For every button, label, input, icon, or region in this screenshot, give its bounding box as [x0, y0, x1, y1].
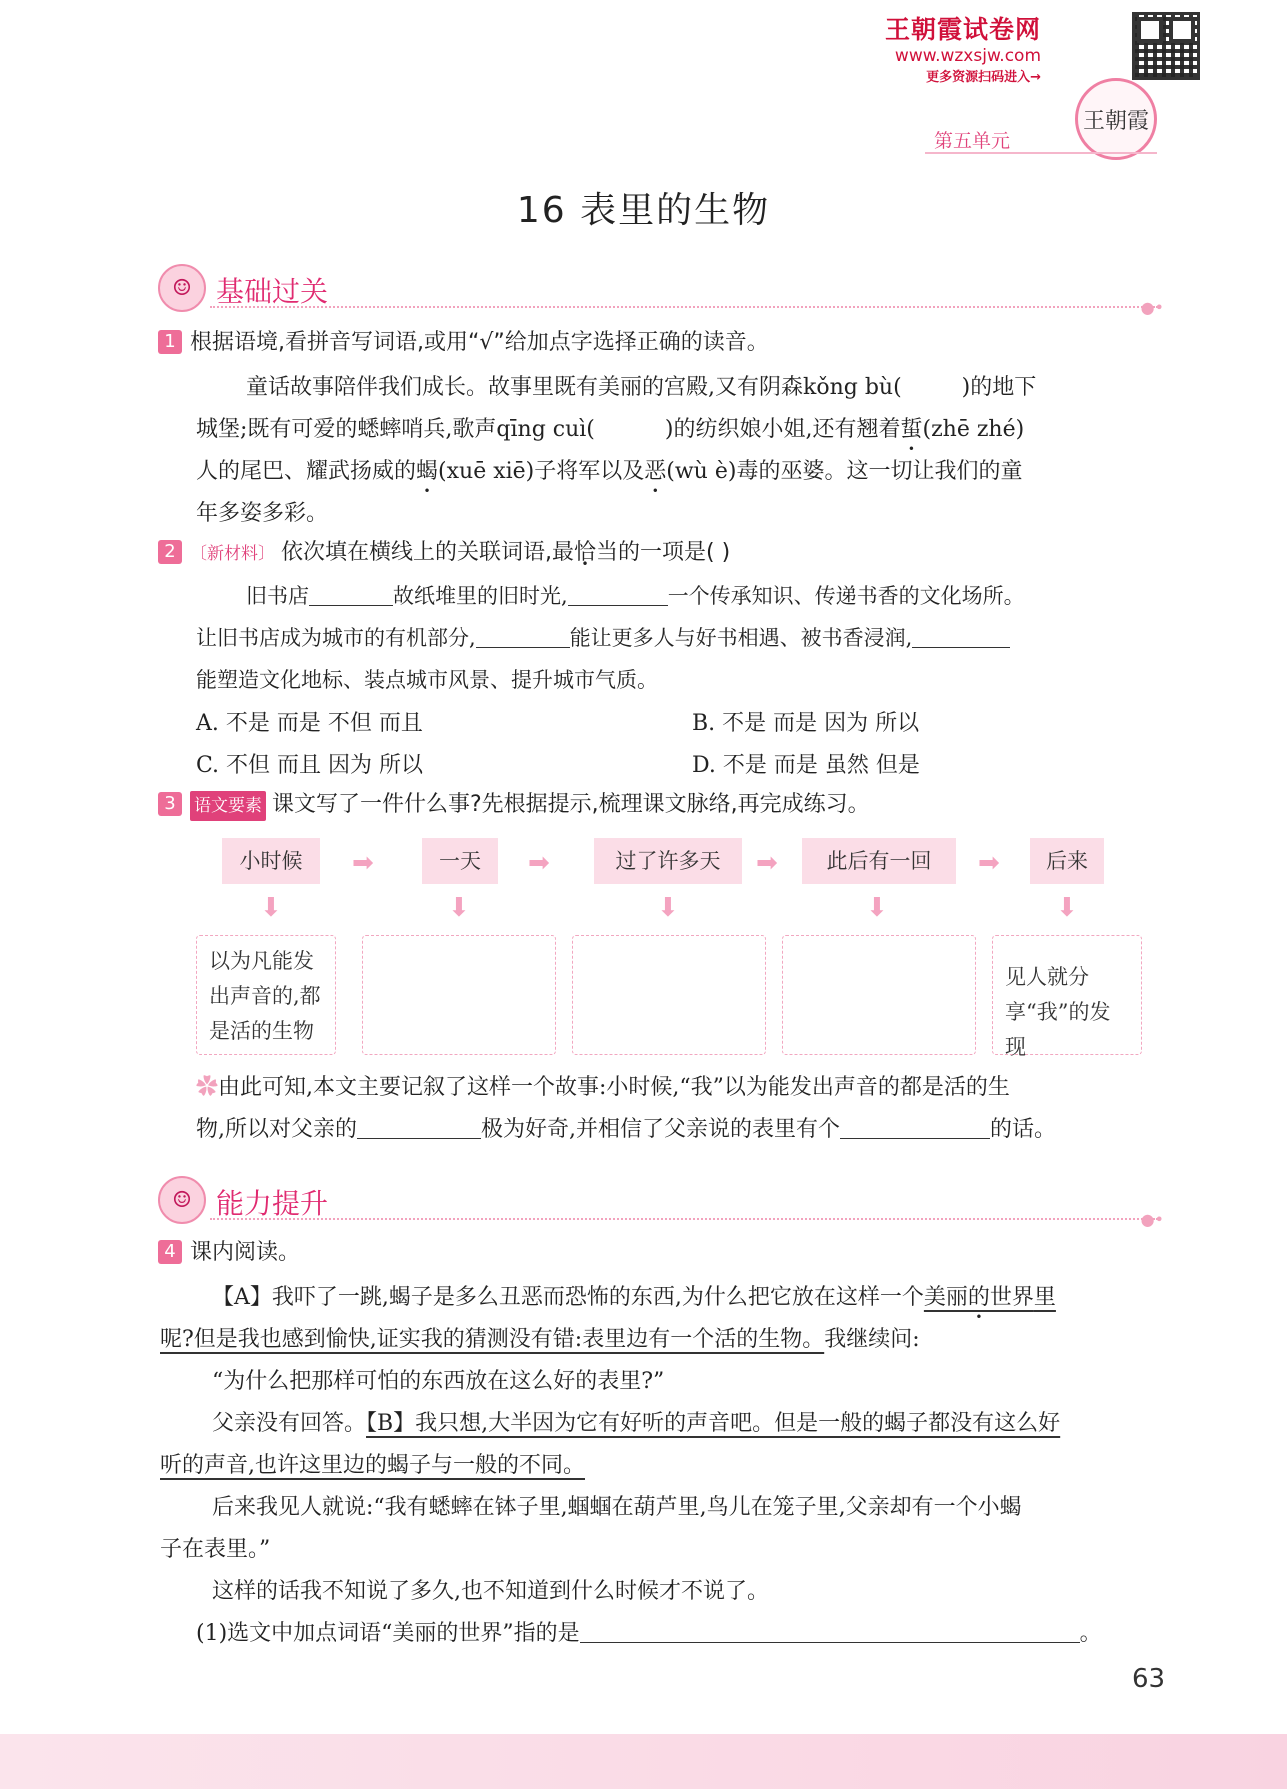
down-arrow-icon: ⬇ [657, 893, 679, 923]
dotted-text: 最恰当 [552, 540, 619, 565]
seal-text: 王朝霞 [1082, 108, 1149, 134]
answer-blank[interactable] [476, 626, 570, 648]
reading-line-6: 后来我见人就说:“我有蟋蟀在钵子里,蝈蝈在葫芦里,鸟儿在笼子里,父亲却有一个小蝎 [212, 1495, 1022, 1520]
down-arrow-icon: ⬇ [260, 893, 282, 923]
right-arrow-icon: ➡ [352, 848, 374, 878]
flow-step-head: 小时候 [222, 838, 320, 884]
text: 的话。 [990, 1117, 1057, 1142]
question-text: 课文写了一件什么事?先根据提示,梳理课文脉络,再完成练习。 [272, 792, 870, 817]
pinyin-choice[interactable]: (wù è)毒的巫婆。这一切让我们的童 [666, 459, 1023, 484]
dotted-char: 恶 [644, 459, 667, 484]
right-arrow-icon: ➡ [756, 848, 778, 878]
dots-end-icon: ●• [1140, 298, 1164, 317]
answer-blank[interactable] [580, 1621, 1080, 1643]
answer-blank[interactable] [568, 584, 668, 606]
q2-line-1 [246, 580, 1025, 610]
question-text: 课内阅读。 [190, 1240, 301, 1265]
q3-summary-line-1 [196, 1070, 1010, 1101]
brand-block [885, 10, 1041, 85]
q1-line-1 [246, 370, 1036, 401]
text: 里 [1033, 1285, 1056, 1310]
underlined-text: 听的声音,也许这里边的蝎子与一般的不同。 [160, 1453, 585, 1478]
answer-blank[interactable] [912, 626, 1010, 648]
text: 城堡;既有可爱的蟋蟀哨兵,歌声qīng cuì( [196, 417, 595, 442]
new-material-tag: 〔新材料〕 [190, 544, 275, 564]
flow-step-head: 过了许多天 [594, 838, 742, 884]
sub-question-1 [196, 1616, 1102, 1647]
brand-name: 王朝霞试卷网 [884, 15, 1041, 44]
down-arrow-icon: ⬇ [866, 893, 888, 923]
flow-box-1: 以为凡能发出声音的,都是活的生物 [196, 935, 336, 1055]
question-text: 依次填在横线上的关联词语, [281, 540, 552, 565]
question-number: 4 [158, 1240, 182, 1264]
option-b[interactable]: B. 不是 而是 因为 所以 [692, 711, 920, 736]
unit-divider [925, 152, 1157, 154]
dotted-phrase: 美丽的世界 • [924, 1285, 1034, 1310]
girl-avatar-icon: ☺ [158, 264, 206, 312]
question-number: 2 [158, 540, 182, 564]
text: 父亲没有回答。 [212, 1411, 367, 1436]
flow-step-head: 一天 [422, 838, 498, 884]
page-number: 63 [1132, 1664, 1166, 1694]
dots-end-icon: ●• [1140, 1210, 1164, 1229]
down-arrow-icon: ⬇ [448, 893, 470, 923]
text: 我继续问: [824, 1327, 920, 1352]
answer-blank[interactable] [595, 417, 665, 439]
brand-sub: 更多资源扫码进入→ [926, 70, 1041, 85]
option-a[interactable]: A. 不是 而是 不但 而且 [196, 711, 423, 736]
answer-blank[interactable] [309, 584, 393, 606]
flow-box-5: 见人就分享“我”的发现 [992, 935, 1142, 1055]
question-number: 3 [158, 792, 182, 816]
question-3-title [158, 790, 870, 821]
text: 故纸堆里的旧时光, [393, 584, 568, 608]
text: 极为好奇,并相信了父亲说的表里有个 [481, 1117, 840, 1142]
q2-line-2 [196, 622, 1010, 652]
section-header-ability [158, 1176, 1164, 1229]
dotted-char: 蜇 [900, 417, 923, 442]
answer-blank[interactable] [357, 1117, 481, 1139]
right-arrow-icon: ➡ [978, 848, 1000, 878]
dotted-divider [210, 306, 1158, 308]
pinyin-choice[interactable]: (xuē xiē)子将军以及 [438, 459, 645, 484]
text: 物,所以对父亲的 [196, 1117, 357, 1142]
brand-seal-logo [1075, 78, 1157, 160]
text: 让旧书店成为城市的有机部分, [196, 626, 476, 650]
bottom-band [0, 1734, 1287, 1789]
lesson-title: 16 表里的生物 [516, 190, 771, 231]
text: )的地下 [961, 375, 1037, 400]
text: 旧书店 [246, 584, 309, 608]
text: 能让更多人与好书相遇、被书香浸润, [569, 626, 913, 650]
section-title: 能力提升 [216, 1187, 329, 1220]
question-2-title [158, 538, 730, 569]
question-1-title [158, 328, 769, 358]
question-4-title [158, 1238, 300, 1268]
reading-line-2 [160, 1322, 920, 1353]
brand-url[interactable]: www.wzxsjw.com [894, 46, 1041, 66]
answer-blank[interactable] [840, 1117, 990, 1139]
q1-line-2 [196, 412, 1024, 443]
flow-step-head: 此后有一回 [802, 838, 956, 884]
text: 人的尾巴、耀武扬威的 [196, 459, 417, 484]
answer-blank[interactable] [902, 375, 962, 397]
dotted-divider [210, 1218, 1158, 1220]
reading-line-8: 这样的话我不知说了多久,也不知道到什么时候才不说了。 [212, 1579, 769, 1604]
question-text: 根据语境,看拼音写词语,或用“√”给加点字选择正确的读音。 [190, 330, 769, 355]
flow-step-head: 后来 [1030, 838, 1104, 884]
option-c[interactable]: C. 不但 而且 因为 所以 [196, 753, 424, 778]
q1-line-3 [196, 454, 1022, 485]
flow-box-4[interactable] [782, 935, 976, 1055]
flow-box-3[interactable] [572, 935, 766, 1055]
q1-line-4: 年多姿多彩。 [196, 501, 329, 526]
underlined-text: 呢?但是我也感到愉快,证实我的猜测没有错:表里边有一个活的生物。 [160, 1327, 825, 1352]
underlined-text: 【B】我只想,大半因为它有好听的声音吧。但是一般的蝎子都没有这么好 [366, 1411, 1061, 1436]
reading-line-7: 子在表里。” [160, 1537, 271, 1562]
language-element-tag: 语文要素 [190, 791, 266, 821]
q2-line-3: 能塑造文化地标、装点城市风景、提升城市气质。 [196, 668, 658, 692]
text: )的纺织娘小姐,还有翘着 [664, 417, 901, 442]
section-header-basic [158, 264, 1164, 317]
reading-line-4 [212, 1406, 1060, 1437]
down-arrow-icon: ⬇ [1056, 893, 1078, 923]
reading-line-5 [160, 1448, 585, 1479]
answer-paren[interactable]: 的一项是( ) [618, 540, 731, 565]
option-d[interactable]: D. 不是 而是 虽然 但是 [692, 753, 920, 778]
text: 【A】我吓了一跳,蝎子是多么丑恶而恐怖的东西,为什么把它放在这样一个 [212, 1285, 924, 1310]
question-number: 1 [158, 330, 182, 354]
text: 童话故事陪伴我们成长。故事里既有美丽的宫殿,又有阴森kǒng bù( [246, 375, 902, 400]
flower-icon: ✿ [196, 1075, 219, 1100]
text: 由此可知,本文主要记叙了这样一个故事:小时候,“我”以为能发出声音的都是活的生 [218, 1075, 1010, 1100]
boy-avatar-icon: ☺ [158, 1176, 206, 1224]
section-title: 基础过关 [216, 275, 329, 308]
text: 。 [1079, 1621, 1102, 1646]
unit-label: 第五单元 [934, 130, 1011, 152]
qr-code-icon[interactable] [1132, 12, 1200, 80]
reading-line-3: “为什么把那样可怕的东西放在这么好的表里?” [212, 1369, 665, 1394]
text: (1)选文中加点词语“美丽的世界”指的是 [196, 1621, 580, 1646]
reading-line-1 [212, 1280, 1056, 1311]
dotted-char: 蝎 [416, 459, 439, 484]
q3-summary-line-2 [196, 1112, 1056, 1143]
pinyin-choice[interactable]: (zhē zhé) [922, 417, 1025, 442]
text: 一个传承知识、传递书香的文化场所。 [667, 584, 1025, 608]
flow-box-2[interactable] [362, 935, 556, 1055]
right-arrow-icon: ➡ [528, 848, 550, 878]
